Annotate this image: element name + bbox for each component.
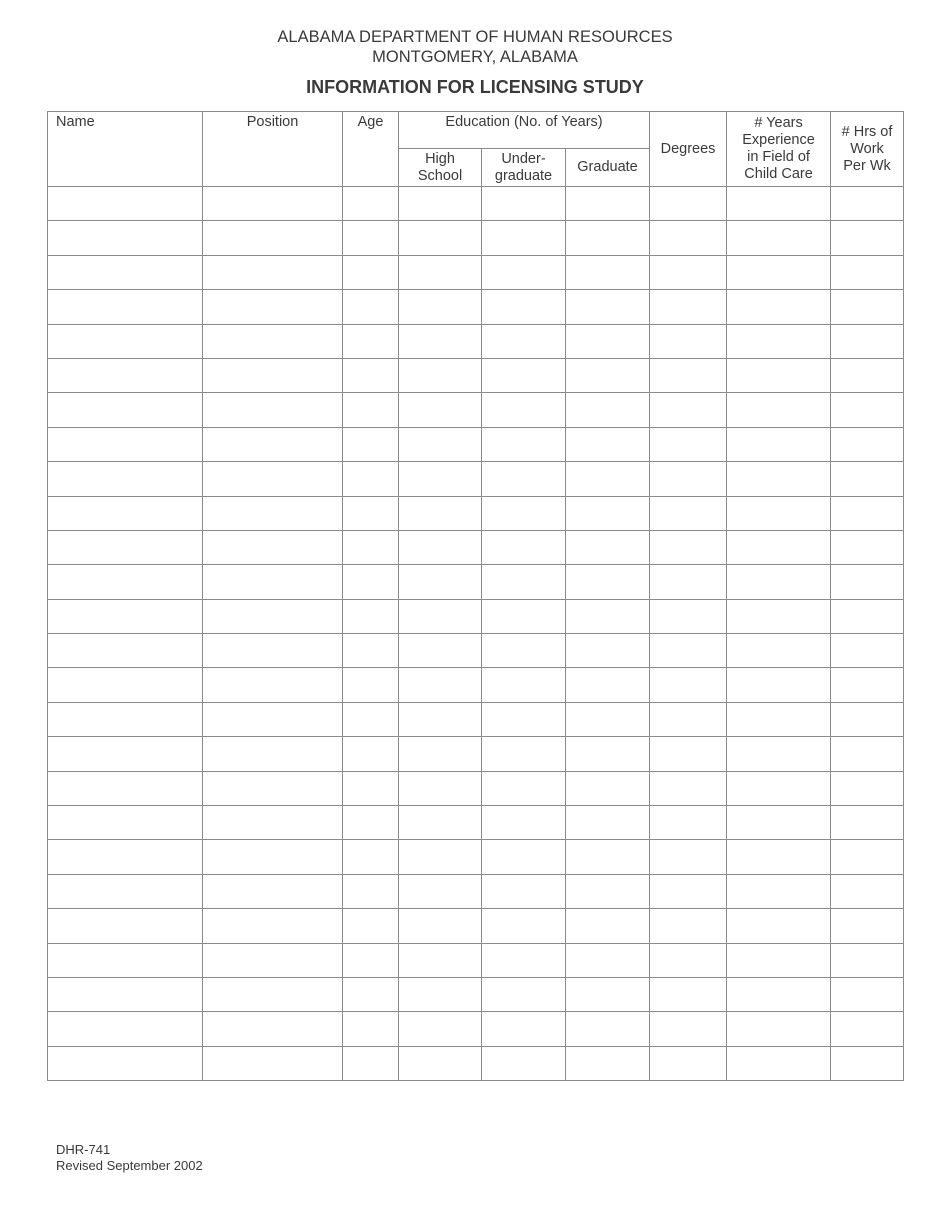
graduate-cell[interactable] xyxy=(566,565,650,599)
experience-cell[interactable] xyxy=(727,393,831,427)
position-cell[interactable] xyxy=(203,1012,343,1046)
experience-cell[interactable] xyxy=(727,1012,831,1046)
hours-cell[interactable] xyxy=(831,290,904,324)
high-school-cell[interactable] xyxy=(399,324,482,358)
name-cell[interactable] xyxy=(48,530,203,564)
degrees-cell[interactable] xyxy=(650,1046,727,1080)
table-row xyxy=(48,737,904,771)
graduate-cell[interactable] xyxy=(566,427,650,461)
age-cell[interactable] xyxy=(343,977,399,1011)
name-cell[interactable] xyxy=(48,496,203,530)
licensing-study-table xyxy=(47,111,904,1081)
position-cell[interactable] xyxy=(203,874,343,908)
undergraduate-cell[interactable] xyxy=(482,462,566,496)
degrees-cell[interactable] xyxy=(650,737,727,771)
degrees-cell[interactable] xyxy=(650,668,727,702)
graduate-cell[interactable] xyxy=(566,737,650,771)
position-cell[interactable] xyxy=(203,530,343,564)
high-school-cell[interactable] xyxy=(399,977,482,1011)
name-cell[interactable] xyxy=(48,668,203,702)
name-cell[interactable] xyxy=(48,462,203,496)
degrees-cell[interactable] xyxy=(650,462,727,496)
name-cell[interactable] xyxy=(48,1046,203,1080)
age-cell[interactable] xyxy=(343,874,399,908)
age-cell[interactable] xyxy=(343,1012,399,1046)
high-school-cell[interactable] xyxy=(399,358,482,392)
undergraduate-cell[interactable] xyxy=(482,1012,566,1046)
high-school-cell[interactable] xyxy=(399,943,482,977)
position-cell[interactable] xyxy=(203,737,343,771)
name-cell[interactable] xyxy=(48,358,203,392)
high-school-cell[interactable] xyxy=(399,874,482,908)
graduate-cell[interactable] xyxy=(566,462,650,496)
undergraduate-cell[interactable] xyxy=(482,255,566,289)
graduate-cell[interactable] xyxy=(566,840,650,874)
graduate-cell[interactable] xyxy=(566,1012,650,1046)
table-row xyxy=(48,290,904,324)
undergraduate-cell[interactable] xyxy=(482,565,566,599)
position-cell[interactable] xyxy=(203,462,343,496)
position-cell[interactable] xyxy=(203,771,343,805)
experience-cell[interactable] xyxy=(727,806,831,840)
undergraduate-cell[interactable] xyxy=(482,393,566,427)
high-school-cell[interactable] xyxy=(399,771,482,805)
undergraduate-cell[interactable] xyxy=(482,324,566,358)
agency-city: MONTGOMERY, ALABAMA xyxy=(372,48,578,66)
high-school-cell[interactable] xyxy=(399,496,482,530)
table-row xyxy=(48,977,904,1011)
name-cell[interactable] xyxy=(48,806,203,840)
name-cell[interactable] xyxy=(48,737,203,771)
experience-cell[interactable] xyxy=(727,1046,831,1080)
column-header-graduate: Graduate xyxy=(566,149,650,187)
experience-cell[interactable] xyxy=(727,565,831,599)
undergraduate-line-1: Under- xyxy=(501,150,546,167)
undergraduate-cell[interactable] xyxy=(482,290,566,324)
degrees-cell[interactable] xyxy=(650,840,727,874)
experience-cell[interactable] xyxy=(727,255,831,289)
high-school-cell[interactable] xyxy=(399,427,482,461)
name-cell[interactable] xyxy=(48,599,203,633)
high-school-line-1: High xyxy=(425,150,455,167)
hours-cell[interactable] xyxy=(831,462,904,496)
age-cell[interactable] xyxy=(343,771,399,805)
high-school-cell[interactable] xyxy=(399,634,482,668)
table-row xyxy=(48,1012,904,1046)
high-school-cell[interactable] xyxy=(399,530,482,564)
age-cell[interactable] xyxy=(343,530,399,564)
position-cell[interactable] xyxy=(203,324,343,358)
age-cell[interactable] xyxy=(343,737,399,771)
position-cell[interactable] xyxy=(203,221,343,255)
position-cell[interactable] xyxy=(203,358,343,392)
undergraduate-cell[interactable] xyxy=(482,1046,566,1080)
position-cell[interactable] xyxy=(203,943,343,977)
agency-name: ALABAMA DEPARTMENT OF HUMAN RESOURCES xyxy=(277,28,673,46)
high-school-line-2: School xyxy=(417,167,463,184)
degrees-cell[interactable] xyxy=(650,393,727,427)
hours-cell[interactable] xyxy=(831,255,904,289)
undergraduate-cell[interactable] xyxy=(482,599,566,633)
position-cell[interactable] xyxy=(203,599,343,633)
table-row xyxy=(48,358,904,392)
experience-cell[interactable] xyxy=(727,221,831,255)
degrees-cell[interactable] xyxy=(650,599,727,633)
graduate-cell[interactable] xyxy=(566,771,650,805)
name-cell[interactable] xyxy=(48,702,203,736)
age-cell[interactable] xyxy=(343,496,399,530)
column-header-education: Education (No. of Years) xyxy=(399,112,650,149)
hours-cell[interactable] xyxy=(831,393,904,427)
experience-cell[interactable] xyxy=(727,874,831,908)
experience-cell[interactable] xyxy=(727,358,831,392)
graduate-cell[interactable] xyxy=(566,702,650,736)
experience-cell[interactable] xyxy=(727,909,831,943)
column-header-experience xyxy=(727,112,831,187)
name-cell[interactable] xyxy=(48,393,203,427)
name-cell[interactable] xyxy=(48,255,203,289)
high-school-cell[interactable] xyxy=(399,565,482,599)
graduate-cell[interactable] xyxy=(566,496,650,530)
high-school-cell[interactable] xyxy=(399,393,482,427)
table-row xyxy=(48,393,904,427)
graduate-cell[interactable] xyxy=(566,874,650,908)
high-school-cell[interactable] xyxy=(399,599,482,633)
degrees-cell[interactable] xyxy=(650,943,727,977)
hours-cell[interactable] xyxy=(831,943,904,977)
revision-date: Revised September 2002 xyxy=(56,1158,203,1173)
position-cell[interactable] xyxy=(203,702,343,736)
position-cell[interactable] xyxy=(203,255,343,289)
experience-cell[interactable] xyxy=(727,427,831,461)
undergraduate-cell[interactable] xyxy=(482,874,566,908)
age-cell[interactable] xyxy=(343,668,399,702)
experience-cell[interactable] xyxy=(727,462,831,496)
degrees-cell[interactable] xyxy=(650,634,727,668)
high-school-cell[interactable] xyxy=(399,1012,482,1046)
table-row xyxy=(48,806,904,840)
age-cell[interactable] xyxy=(343,702,399,736)
experience-cell[interactable] xyxy=(727,840,831,874)
degrees-cell[interactable] xyxy=(650,324,727,358)
degrees-cell[interactable] xyxy=(650,427,727,461)
table-row xyxy=(48,530,904,564)
experience-line-3: in Field of xyxy=(747,149,810,165)
hours-cell[interactable] xyxy=(831,1046,904,1080)
table-row xyxy=(48,324,904,358)
age-cell[interactable] xyxy=(343,358,399,392)
degrees-cell[interactable] xyxy=(650,358,727,392)
undergraduate-cell[interactable] xyxy=(482,702,566,736)
position-cell[interactable] xyxy=(203,806,343,840)
degrees-cell[interactable] xyxy=(650,874,727,908)
undergraduate-cell[interactable] xyxy=(482,806,566,840)
table-body xyxy=(48,187,904,1081)
name-cell[interactable] xyxy=(48,977,203,1011)
high-school-cell[interactable] xyxy=(399,462,482,496)
hours-cell[interactable] xyxy=(831,806,904,840)
name-cell[interactable] xyxy=(48,221,203,255)
name-cell[interactable] xyxy=(48,840,203,874)
experience-cell[interactable] xyxy=(727,187,831,221)
age-cell[interactable] xyxy=(343,324,399,358)
undergraduate-cell[interactable] xyxy=(482,909,566,943)
name-cell[interactable] xyxy=(48,1012,203,1046)
graduate-cell[interactable] xyxy=(566,943,650,977)
name-cell[interactable] xyxy=(48,943,203,977)
age-cell[interactable] xyxy=(343,393,399,427)
table-row xyxy=(48,221,904,255)
hours-cell[interactable] xyxy=(831,1012,904,1046)
experience-cell[interactable] xyxy=(727,943,831,977)
table-row xyxy=(48,874,904,908)
experience-line-4: Child Care xyxy=(744,166,813,182)
hours-cell[interactable] xyxy=(831,840,904,874)
name-cell[interactable] xyxy=(48,427,203,461)
position-cell[interactable] xyxy=(203,427,343,461)
degrees-cell[interactable] xyxy=(650,290,727,324)
column-header-name: Name xyxy=(48,112,203,187)
age-cell[interactable] xyxy=(343,599,399,633)
hours-cell[interactable] xyxy=(831,565,904,599)
degrees-cell[interactable] xyxy=(650,702,727,736)
table-row xyxy=(48,840,904,874)
graduate-cell[interactable] xyxy=(566,634,650,668)
undergraduate-cell[interactable] xyxy=(482,840,566,874)
hours-cell[interactable] xyxy=(831,668,904,702)
graduate-cell[interactable] xyxy=(566,530,650,564)
graduate-cell[interactable] xyxy=(566,909,650,943)
position-cell[interactable] xyxy=(203,634,343,668)
degrees-cell[interactable] xyxy=(650,977,727,1011)
position-cell[interactable] xyxy=(203,668,343,702)
hours-cell[interactable] xyxy=(831,599,904,633)
table-row xyxy=(48,771,904,805)
hours-cell[interactable] xyxy=(831,324,904,358)
degrees-cell[interactable] xyxy=(650,187,727,221)
experience-cell[interactable] xyxy=(727,771,831,805)
undergraduate-cell[interactable] xyxy=(482,737,566,771)
degrees-cell[interactable] xyxy=(650,496,727,530)
experience-cell[interactable] xyxy=(727,977,831,1011)
age-cell[interactable] xyxy=(343,943,399,977)
table-row xyxy=(48,1046,904,1080)
degrees-cell[interactable] xyxy=(650,255,727,289)
table-row xyxy=(48,462,904,496)
graduate-cell[interactable] xyxy=(566,1046,650,1080)
age-cell[interactable] xyxy=(343,462,399,496)
table-row xyxy=(48,565,904,599)
position-cell[interactable] xyxy=(203,393,343,427)
hours-line-2: Work xyxy=(850,140,884,157)
table-row xyxy=(48,187,904,221)
column-header-degrees: Degrees xyxy=(650,112,727,187)
experience-cell[interactable] xyxy=(727,324,831,358)
name-cell[interactable] xyxy=(48,909,203,943)
hours-cell[interactable] xyxy=(831,909,904,943)
experience-cell[interactable] xyxy=(727,290,831,324)
name-cell[interactable] xyxy=(48,874,203,908)
hours-cell[interactable] xyxy=(831,874,904,908)
age-cell[interactable] xyxy=(343,806,399,840)
column-header-undergraduate xyxy=(482,149,566,187)
age-cell[interactable] xyxy=(343,840,399,874)
age-cell[interactable] xyxy=(343,221,399,255)
hours-cell[interactable] xyxy=(831,634,904,668)
hours-cell[interactable] xyxy=(831,737,904,771)
undergraduate-cell[interactable] xyxy=(482,771,566,805)
undergraduate-cell[interactable] xyxy=(482,530,566,564)
position-cell[interactable] xyxy=(203,187,343,221)
table-row xyxy=(48,634,904,668)
age-cell[interactable] xyxy=(343,909,399,943)
form-title: INFORMATION FOR LICENSING STUDY xyxy=(306,77,644,97)
undergraduate-cell[interactable] xyxy=(482,977,566,1011)
degrees-cell[interactable] xyxy=(650,806,727,840)
undergraduate-line-2: graduate xyxy=(494,167,553,184)
position-cell[interactable] xyxy=(203,840,343,874)
table-row xyxy=(48,943,904,977)
high-school-cell[interactable] xyxy=(399,806,482,840)
experience-line-2: Experience xyxy=(742,132,815,148)
hours-cell[interactable] xyxy=(831,496,904,530)
degrees-cell[interactable] xyxy=(650,1012,727,1046)
column-header-position: Position xyxy=(203,112,343,187)
high-school-cell[interactable] xyxy=(399,840,482,874)
graduate-cell[interactable] xyxy=(566,187,650,221)
graduate-cell[interactable] xyxy=(566,599,650,633)
degrees-cell[interactable] xyxy=(650,909,727,943)
position-cell[interactable] xyxy=(203,290,343,324)
hours-cell[interactable] xyxy=(831,771,904,805)
high-school-cell[interactable] xyxy=(399,221,482,255)
age-cell[interactable] xyxy=(343,187,399,221)
undergraduate-cell[interactable] xyxy=(482,943,566,977)
graduate-cell[interactable] xyxy=(566,668,650,702)
table-row xyxy=(48,702,904,736)
age-cell[interactable] xyxy=(343,290,399,324)
age-cell[interactable] xyxy=(343,634,399,668)
high-school-cell[interactable] xyxy=(399,255,482,289)
table-row xyxy=(48,668,904,702)
graduate-cell[interactable] xyxy=(566,358,650,392)
experience-cell[interactable] xyxy=(727,634,831,668)
name-cell[interactable] xyxy=(48,565,203,599)
position-cell[interactable] xyxy=(203,1046,343,1080)
hours-cell[interactable] xyxy=(831,187,904,221)
experience-cell[interactable] xyxy=(727,737,831,771)
age-cell[interactable] xyxy=(343,255,399,289)
table-row xyxy=(48,255,904,289)
age-cell[interactable] xyxy=(343,427,399,461)
table-row xyxy=(48,427,904,461)
position-cell[interactable] xyxy=(203,496,343,530)
hours-cell[interactable] xyxy=(831,358,904,392)
high-school-cell[interactable] xyxy=(399,187,482,221)
name-cell[interactable] xyxy=(48,187,203,221)
name-cell[interactable] xyxy=(48,771,203,805)
age-cell[interactable] xyxy=(343,1046,399,1080)
form-number: DHR-741 xyxy=(56,1142,111,1157)
table-row xyxy=(48,599,904,633)
hours-line-3: Per Wk xyxy=(843,157,891,174)
graduate-cell[interactable] xyxy=(566,393,650,427)
graduate-cell[interactable] xyxy=(566,324,650,358)
hours-cell[interactable] xyxy=(831,530,904,564)
name-cell[interactable] xyxy=(48,324,203,358)
graduate-cell[interactable] xyxy=(566,255,650,289)
column-header-high-school xyxy=(399,149,482,187)
graduate-cell[interactable] xyxy=(566,221,650,255)
high-school-cell[interactable] xyxy=(399,1046,482,1080)
experience-cell[interactable] xyxy=(727,530,831,564)
name-cell[interactable] xyxy=(48,290,203,324)
high-school-cell[interactable] xyxy=(399,668,482,702)
high-school-cell[interactable] xyxy=(399,737,482,771)
hours-line-1: # Hrs of xyxy=(841,123,893,140)
table-row xyxy=(48,496,904,530)
position-cell[interactable] xyxy=(203,909,343,943)
undergraduate-cell[interactable] xyxy=(482,668,566,702)
experience-cell[interactable] xyxy=(727,702,831,736)
undergraduate-cell[interactable] xyxy=(482,187,566,221)
name-cell[interactable] xyxy=(48,634,203,668)
undergraduate-cell[interactable] xyxy=(482,634,566,668)
age-cell[interactable] xyxy=(343,565,399,599)
experience-line-1: # Years xyxy=(754,115,803,131)
experience-cell[interactable] xyxy=(727,496,831,530)
hours-cell[interactable] xyxy=(831,427,904,461)
hours-cell[interactable] xyxy=(831,977,904,1011)
degrees-cell[interactable] xyxy=(650,565,727,599)
degrees-cell[interactable] xyxy=(650,221,727,255)
position-cell[interactable] xyxy=(203,977,343,1011)
column-header-age: Age xyxy=(343,112,399,187)
high-school-cell[interactable] xyxy=(399,702,482,736)
graduate-cell[interactable] xyxy=(566,806,650,840)
hours-cell[interactable] xyxy=(831,221,904,255)
position-cell[interactable] xyxy=(203,565,343,599)
undergraduate-cell[interactable] xyxy=(482,427,566,461)
graduate-cell[interactable] xyxy=(566,977,650,1011)
graduate-cell[interactable] xyxy=(566,290,650,324)
experience-cell[interactable] xyxy=(727,668,831,702)
hours-cell[interactable] xyxy=(831,702,904,736)
table-row xyxy=(48,909,904,943)
experience-cell[interactable] xyxy=(727,599,831,633)
undergraduate-cell[interactable] xyxy=(482,358,566,392)
form-footer xyxy=(56,1142,203,1174)
degrees-cell[interactable] xyxy=(650,771,727,805)
degrees-cell[interactable] xyxy=(650,530,727,564)
column-header-hours xyxy=(831,112,904,187)
high-school-cell[interactable] xyxy=(399,290,482,324)
high-school-cell[interactable] xyxy=(399,909,482,943)
undergraduate-cell[interactable] xyxy=(482,221,566,255)
undergraduate-cell[interactable] xyxy=(482,496,566,530)
